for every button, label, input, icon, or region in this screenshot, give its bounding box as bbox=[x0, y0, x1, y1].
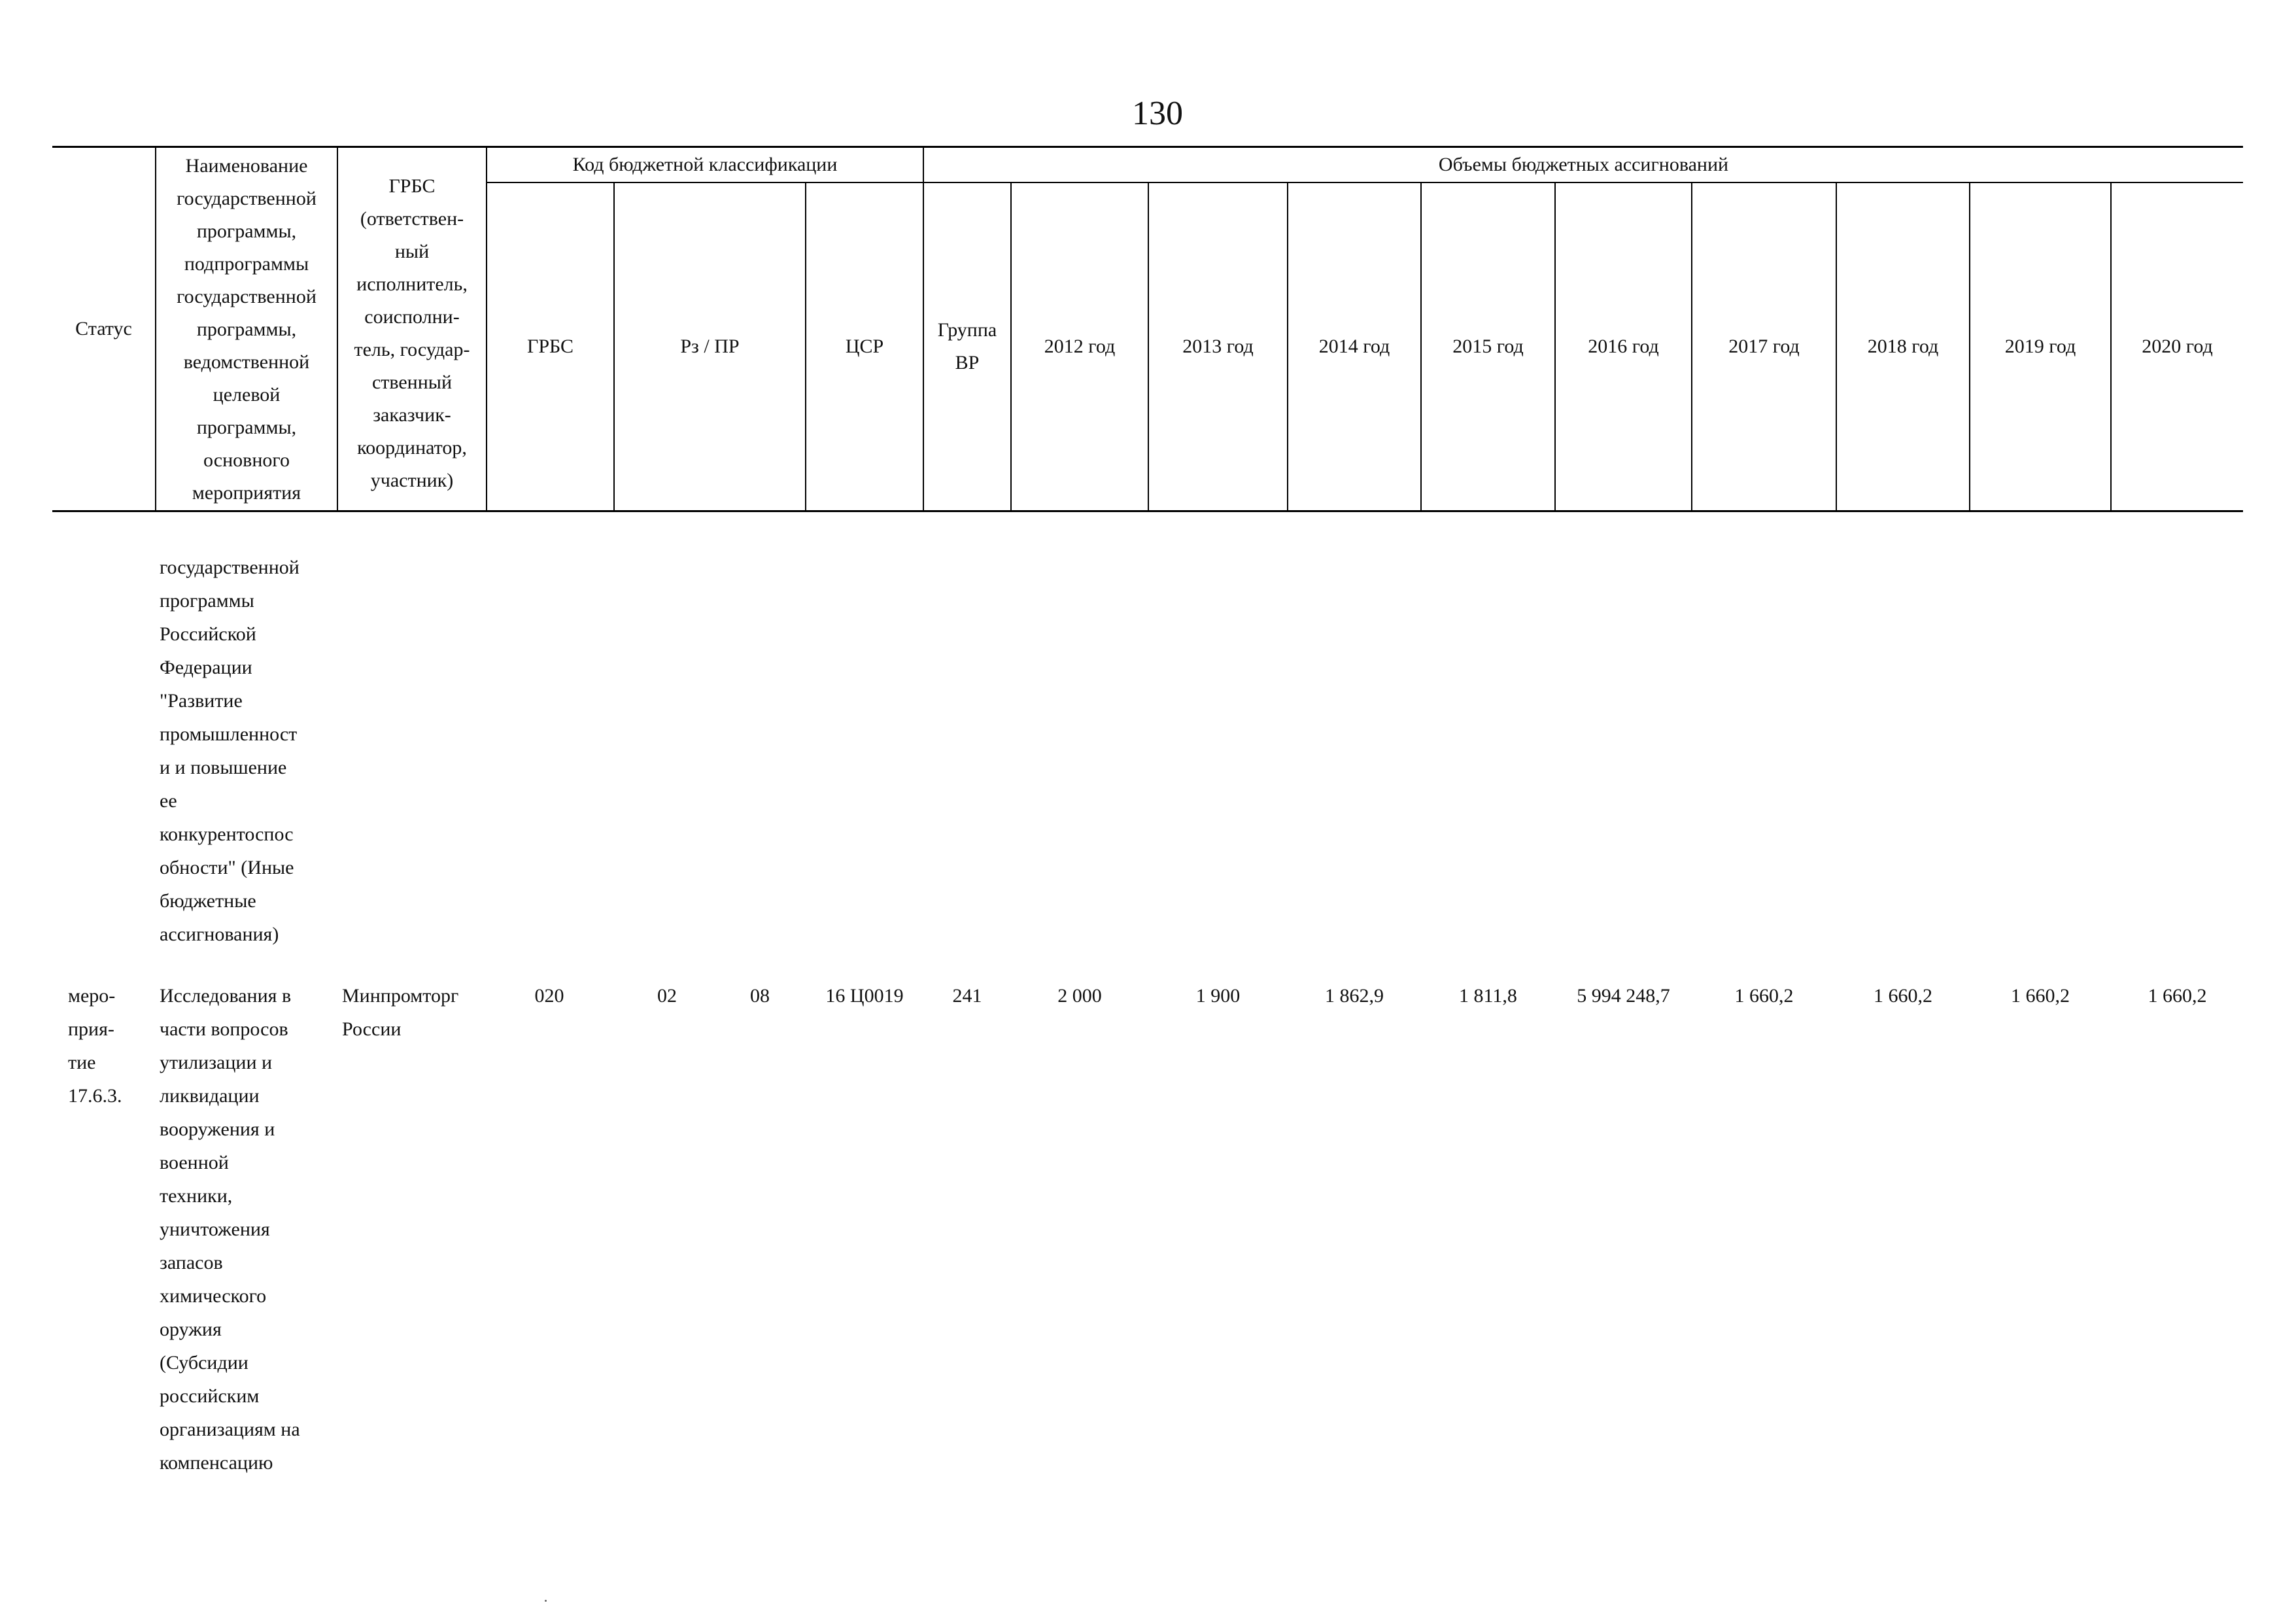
header-csr: ЦСР bbox=[845, 336, 884, 357]
header-year: 2019 год bbox=[2004, 336, 2076, 357]
row-rz: 02 bbox=[657, 985, 677, 1007]
header-budget-code-group: Код бюджетной классификации bbox=[572, 154, 838, 175]
row-vr: 241 bbox=[952, 985, 982, 1007]
header-year: 2018 год bbox=[1867, 336, 1939, 357]
page-number: 130 bbox=[1132, 95, 1183, 132]
row-value: 1 660,2 bbox=[1874, 985, 1932, 1007]
row-status: меро- прия- тие 17.6.3. bbox=[68, 985, 122, 1107]
header-status: Статус bbox=[75, 317, 132, 339]
row-value: 1 811,8 bbox=[1459, 985, 1517, 1007]
row-csr: 16 Ц0019 bbox=[825, 985, 904, 1007]
header-grbs: ГРБС bbox=[526, 336, 574, 357]
row-pr: 08 bbox=[750, 985, 770, 1007]
header-year: 2016 год bbox=[1588, 336, 1659, 357]
header-year: 2015 год bbox=[1452, 336, 1524, 357]
row-executor: Минпромторг России bbox=[342, 985, 459, 1040]
header-group-vr: Группа ВР bbox=[937, 319, 997, 373]
scan-speck bbox=[545, 1600, 547, 1602]
row-value: 2 000 bbox=[1057, 985, 1102, 1007]
header-year: 2014 год bbox=[1318, 336, 1390, 357]
row-value: 1 660,2 bbox=[1734, 985, 1794, 1007]
row-program-name: Исследования в части вопросов утилизации и ликвидации вооружения и военной техники, уничтожения запасов химического оружия (Субсидии российским организациям на компенсацию bbox=[160, 985, 300, 1474]
header-year: 2020 год bbox=[2142, 336, 2213, 357]
row-value: 1 900 bbox=[1195, 985, 1241, 1007]
row-value: 1 660,2 bbox=[2011, 985, 2070, 1007]
header-year: 2012 год bbox=[1044, 336, 1116, 357]
continuation-text: государственной программы Российской Федерации "Развитие промышленност и и повышение ее конкурентоспос обности" (Иные бюджетные ассигнования) bbox=[160, 557, 300, 945]
header-year: 2017 год bbox=[1728, 336, 1800, 357]
header-grbs-responsible: ГРБС (ответствен- ный исполнитель, соисполни- тель, государ- ственный заказчик- координатор, участник) bbox=[354, 175, 470, 491]
row-value: 1 660,2 bbox=[2148, 985, 2207, 1007]
row-value: 1 862,9 bbox=[1325, 985, 1384, 1007]
header-year: 2013 год bbox=[1182, 336, 1254, 357]
header-program-name: Наименование государственной программы, подпрограммы государственной программы, ведомственной целевой программы, основного мероприятия bbox=[177, 155, 317, 504]
row-grbs: 020 bbox=[534, 985, 564, 1007]
header-volumes-group: Объемы бюджетных ассигнований bbox=[1438, 154, 1729, 175]
row-value: 5 994 248,7 bbox=[1577, 985, 1670, 1007]
header-rz-pr: Рз / ПР bbox=[680, 336, 740, 357]
